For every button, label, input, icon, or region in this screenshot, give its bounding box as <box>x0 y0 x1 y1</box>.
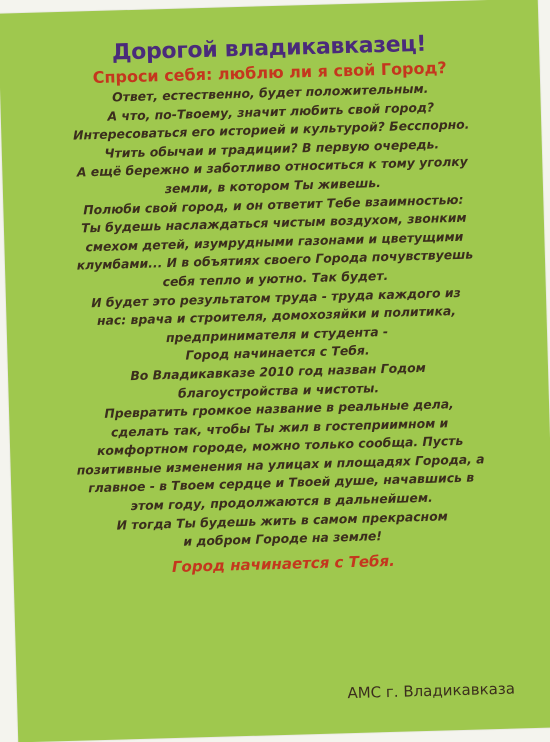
flyer-closing: Город начинается с Тебя. <box>171 551 396 576</box>
body-line: земли, в котором Ты живешь. <box>164 175 382 197</box>
body-line: клумбами... И в объятиях своего Города почувствуешь <box>76 246 474 273</box>
body-line: благоустройства и чистоты. <box>177 379 380 401</box>
body-line: этом году, продолжаются в дальнейшем. <box>130 489 433 514</box>
body-line: И будет это результатом труда - труда каждого из <box>90 284 461 310</box>
body-line: Ты будешь наслаждаться чистым воздухом, звонким <box>81 209 467 236</box>
body-line: Ответ, естественно, будет положительным. <box>111 80 429 105</box>
body-line: Город начинается с Тебя. <box>185 342 370 363</box>
body-line: нас: врача и строителя, домохозяйки и политика, <box>96 303 457 329</box>
body-line: Интересоваться его историей и культурой? Бесспорно. <box>72 116 470 143</box>
body-line: предпринимателя и студента - <box>165 323 389 345</box>
flyer-body <box>22 77 531 556</box>
body-line: А ещё бережно и заботливо относиться к тому уголку <box>76 153 468 180</box>
body-line: сделать так, чтобы Ты жил в гостеприимном и <box>110 414 449 440</box>
body-line: Полюби свой город, и он ответит Тебе взаимностью: <box>83 191 464 217</box>
flyer-signature: АМС г. Владикавказа <box>347 679 516 703</box>
body-line: А что, по-Твоему, значит любить свой город? <box>107 99 435 124</box>
body-line: Превратить громкое название в реальные дела, <box>104 396 454 421</box>
flyer-content <box>21 29 532 579</box>
body-line: и добром Городе на земле! <box>183 528 383 549</box>
body-line: смехом детей, изумрудными газонами и цветущими <box>85 228 464 255</box>
flyer-subtitle: Спроси себя: люблю ли я свой Город? <box>92 58 447 88</box>
body-line: И тогда Ты будешь жить в самом прекрасном <box>116 507 448 533</box>
body-line: комфортном городе, можно только сообща. Пусть <box>96 433 464 459</box>
flyer-title: Дорогой владикавказец! <box>111 31 427 66</box>
body-line: позитивные изменения на улицах и площадях Города, а <box>76 451 485 478</box>
body-line: главное - в Твоем сердце и Твоей душе, начавшись в <box>87 470 475 496</box>
body-line: Во Владикавказе 2010 год назван Годом <box>130 359 426 384</box>
body-line: себя тепло и уютно. Так будет. <box>162 267 389 290</box>
body-line: Чтить обычаи и традиции? В первую очередь. <box>104 136 440 161</box>
